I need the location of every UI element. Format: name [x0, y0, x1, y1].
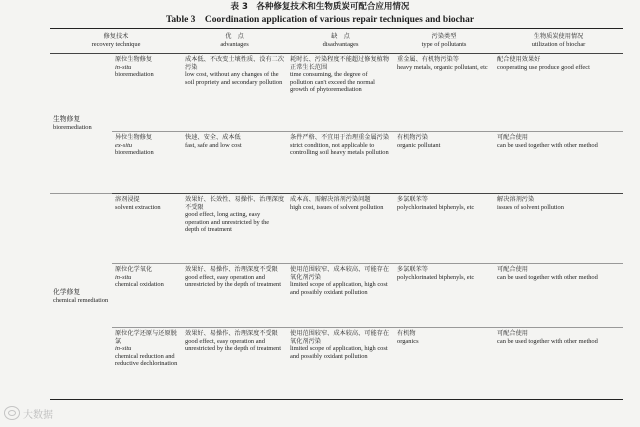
technique-cell: 异位生物修复 ex-situ bioremediation: [112, 132, 182, 194]
biochar-use-cell: 可配合使用 can be used together with other method: [494, 328, 623, 400]
pollutant-type-cell: 有机物污染 organic pollutant: [394, 132, 494, 194]
disadvantages-cell: 使用范围较窄、成本较高、可能存在氧化剂污染 limited scope of application, high cost and possibly oxidant pollution: [287, 264, 394, 328]
table-row: [50, 264, 623, 328]
header-advantages: 优 点 advantages: [182, 29, 287, 54]
technique-cell: 原位化学氧化 in-situ chemical oxidation: [112, 264, 182, 328]
watermark-text: 大数据: [23, 409, 53, 421]
header-recovery-technique: 修复技术 recovery technique: [50, 29, 182, 54]
pollutant-type-cell: 有机物 organics: [394, 328, 494, 400]
header-utilization-of-biochar: 生物质炭使用情况 utilization of biochar: [494, 29, 623, 54]
category-bioremediation: 生物修复 bioremediation: [50, 54, 112, 194]
table-caption-english: Table 3 Coordination application of various repair techniques and biochar: [165, 15, 475, 25]
biochar-use-cell: 可配合使用 can be used together with other method: [494, 264, 623, 328]
disadvantages-cell: 耗时长、污染程度不能超过修复植物正常生长范围 time consuming, the degree of pollution can't exceed the normal growth of phytoremediation: [287, 54, 394, 132]
pollutant-type-cell: 多氯联苯等 polychlorinated biphenyls, etc: [394, 194, 494, 264]
technique-cell: 原位化学还原与还原脱氯 in-situ chemical reduction and reductive dechlorination: [112, 328, 182, 400]
pollutant-type-cell: 多氯联苯等 polychlorinated biphenyls, etc: [394, 264, 494, 328]
disadvantages-cell: 条件严格、不宜用于治理重金属污染 strict condition, not applicable to controlling soil heavy metals pollution: [287, 132, 394, 194]
watermark: [4, 405, 53, 421]
table-row: [50, 54, 623, 132]
advantages-cell: 快速、安全、成本低 fast, safe and low cost: [182, 132, 287, 194]
category-chemical-remediation: 化学修复 chemical remediation: [50, 194, 112, 400]
table-header-row: [50, 29, 623, 54]
table-row: [50, 132, 623, 194]
weibo-logo-icon: [4, 406, 20, 420]
advantages-cell: 效果好、易操作、治理深度不受限 good effect, easy operation and unrestricted by the depth of treatment: [182, 264, 287, 328]
technique-cell: 原位生物修复 in-situ bioremediation: [112, 54, 182, 132]
repair-techniques-table: [50, 28, 623, 400]
biochar-use-cell: 配合使用效果好 cooperating use produce good effect: [494, 54, 623, 132]
header-type-of-pollutants: 污染类型 type of pollutants: [394, 29, 494, 54]
biochar-use-cell: 解决溶剂污染 issues of solvent pollution: [494, 194, 623, 264]
advantages-cell: 效果好、易操作、治理深度不受限 good effect, easy operation and unrestricted by the depth of treatment: [182, 328, 287, 400]
advantages-cell: 效果好、长效性、易操作、治理深度不受限 good effect, long acting, easy operation and unrestricted by the depth of treatment: [182, 194, 287, 264]
header-disadvantages: 缺 点 disadvantages: [287, 29, 394, 54]
technique-cell: 溶剂浸提 solvent extraction: [112, 194, 182, 264]
disadvantages-cell: 成本高、需解决溶剂污染问题 high cost, issues of solvent pollution: [287, 194, 394, 264]
advantages-cell: 成本低、不改变土壤性质、没有二次污染 low cost, without any changes of the soil propriety and secondary pollution: [182, 54, 287, 132]
pollutant-type-cell: 重金属、有机物污染等 heavy metals, organic pollutant, etc: [394, 54, 494, 132]
biochar-use-cell: 可配合使用 can be used together with other method: [494, 132, 623, 194]
disadvantages-cell: 使用范围较窄、成本较高、可能存在氧化剂污染 limited scope of application, high cost and possibly oxidant pollution: [287, 328, 394, 400]
table-row: [50, 194, 623, 264]
table-caption-chinese: 表 3 各种修复技术和生物质炭可配合应用情况: [230, 2, 410, 12]
table-row: [50, 328, 623, 400]
